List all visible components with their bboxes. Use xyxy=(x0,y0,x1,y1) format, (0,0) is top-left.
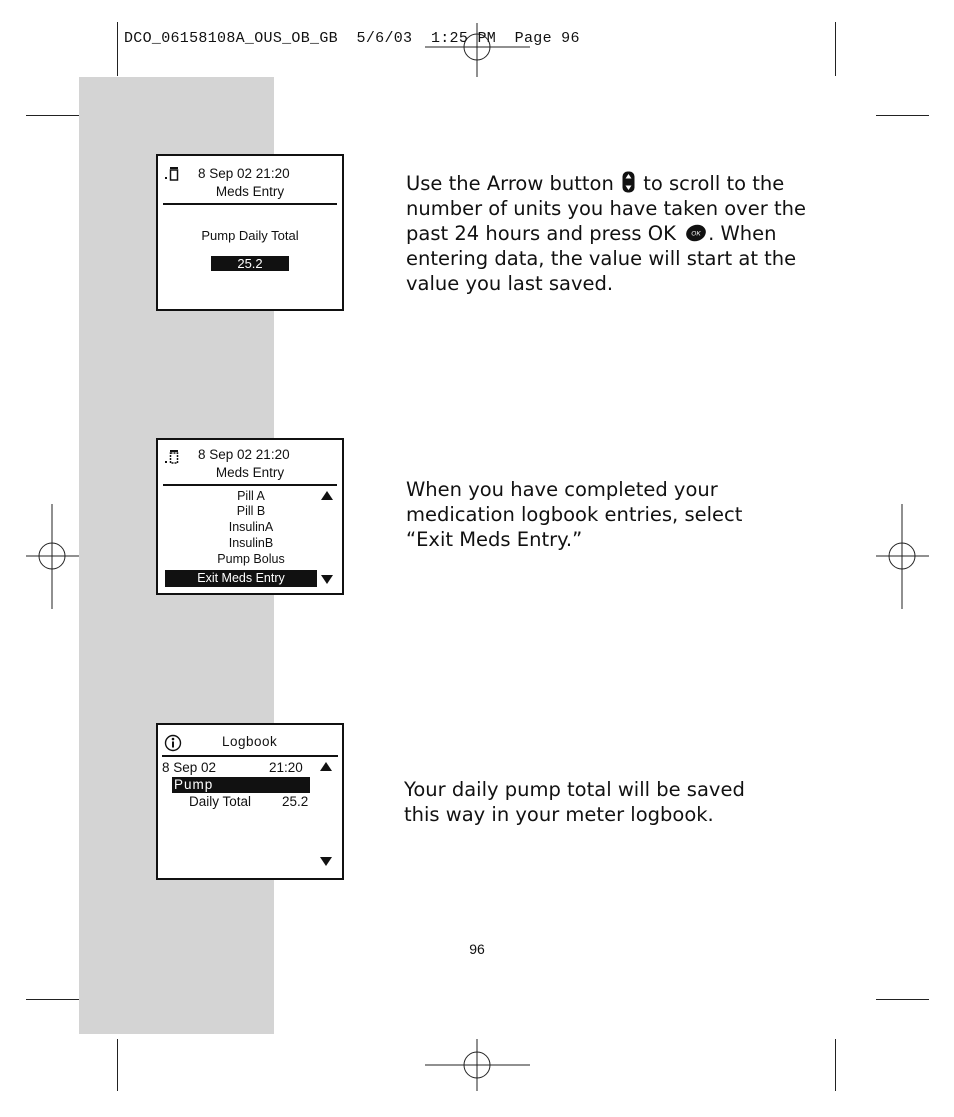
scroll-down-icon[interactable] xyxy=(320,857,332,866)
screen-title: Meds Entry xyxy=(215,184,285,199)
info-icon xyxy=(164,734,182,752)
logbook-entry-type[interactable]: Pump xyxy=(172,777,310,793)
menu-item-pill-a[interactable]: Pill A xyxy=(237,489,265,503)
crop-mark xyxy=(835,22,836,76)
print-slug: DCO_06158108A_OUS_OB_GB 5/6/03 1:25 PM Page 96 xyxy=(124,30,580,47)
registration-mark-icon xyxy=(26,504,79,609)
screen-title: Meds Entry xyxy=(215,465,285,480)
scroll-down-icon[interactable] xyxy=(321,575,333,584)
instruction-paragraph-3: Your daily pump total will be saved this way in your meter logbook. xyxy=(404,778,745,826)
meter-screen-meds-menu xyxy=(156,438,344,595)
registration-mark-icon xyxy=(876,504,929,609)
menu-item-insulin-b[interactable]: InsulinB xyxy=(228,536,274,550)
menu-item-pump-bolus[interactable]: Pump Bolus xyxy=(217,552,285,566)
crop-mark xyxy=(117,1039,118,1091)
logbook-time: 21:20 xyxy=(269,760,303,775)
instruction-1-part-b: to scroll to the number of units you have taken over the past 24 hours and press OK xyxy=(406,172,806,245)
pen-icon xyxy=(164,166,180,182)
registration-mark-icon xyxy=(425,1039,530,1091)
instruction-1-part-c: . When entering data, the value will start at the value you last saved. xyxy=(406,222,797,295)
screen-date-time: 8 Sep 02 21:20 xyxy=(198,166,290,181)
pump-daily-total-label: Pump Daily Total xyxy=(201,228,299,243)
pen-icon xyxy=(164,449,180,465)
crop-mark xyxy=(876,999,929,1000)
logbook-title: Logbook xyxy=(222,734,278,749)
crop-mark xyxy=(876,115,929,116)
menu-item-insulin-a[interactable]: InsulinA xyxy=(228,520,274,534)
scroll-up-icon[interactable] xyxy=(320,762,332,771)
ok-button-label: OK xyxy=(691,230,701,238)
meter-screen-pump-total xyxy=(156,154,344,311)
menu-item-pill-b[interactable]: Pill B xyxy=(236,504,266,518)
instruction-paragraph-1 xyxy=(406,171,806,296)
arrow-button-icon xyxy=(622,171,635,193)
ok-button-icon xyxy=(685,224,707,242)
scroll-up-icon[interactable] xyxy=(321,491,333,500)
crop-mark xyxy=(26,999,79,1000)
instruction-1-part-a: Use the Arrow button xyxy=(406,172,614,195)
screen-divider xyxy=(163,484,337,486)
logbook-entry-label: Daily Total xyxy=(189,794,252,809)
menu-item-exit-meds-entry[interactable]: Exit Meds Entry xyxy=(165,570,317,587)
pump-total-value-field[interactable]: 25.2 xyxy=(211,256,289,271)
screen-divider xyxy=(163,203,337,205)
logbook-entry-value: 25.2 xyxy=(282,794,309,809)
screen-divider xyxy=(162,755,338,757)
crop-mark xyxy=(117,22,118,76)
screen-date-time: 8 Sep 02 21:20 xyxy=(198,447,290,462)
crop-mark xyxy=(26,115,79,116)
instruction-paragraph-2: When you have completed your medication logbook entries, select “Exit Meds Entry.” xyxy=(406,478,743,551)
logbook-date: 8 Sep 02 xyxy=(162,760,217,775)
crop-mark xyxy=(835,1039,836,1091)
page-number: 96 xyxy=(469,941,485,957)
meter-screen-logbook xyxy=(156,723,344,880)
